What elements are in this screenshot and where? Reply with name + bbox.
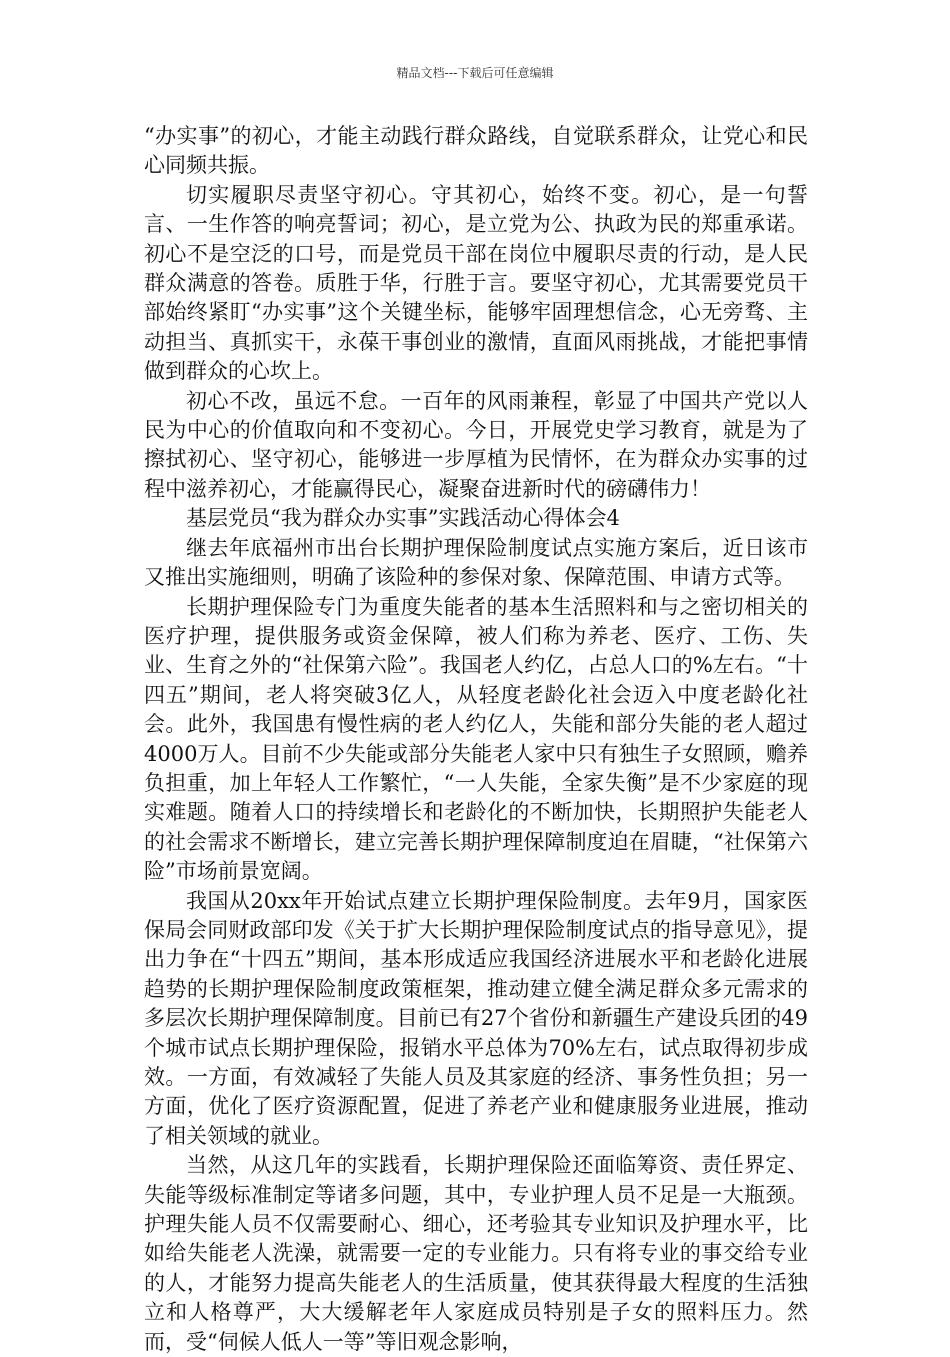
section-heading: 基层党员“我为群众办实事”实践活动心得体会4 bbox=[186, 506, 620, 531]
page-header: 精品文档---下载后可任意编辑 bbox=[396, 66, 554, 80]
paragraph-4: 继去年底福州市出台长期护理保险制度试点实施方案后，近日该市又推出实施细则，明确了该险种的参保对象、保障范围、申请方式等。 bbox=[144, 535, 808, 590]
paragraph-6: 我国从20xx年开始试点建立长期护理保险制度。去年9月，国家医保局会同财政部印发《关于扩大长期护理保险制度试点的指导意见》，提出力争在“十四五”期间，基本形成适应我国经济进展水平和老龄化进展趋势的长期护理保险制度政策框架，推动建立健全满足群众多元需求的多层次长期护理保障制度。目前已有27个省份和新疆生产建设兵团的49个城市试点长期护理保险，报销水平总体为70%左右，试点取得初步成效。一方面，有效减轻了失能人员及其家庭的经济、事务性负担；另一方面，优化了医疗资源配置，促进了养老产业和健康服务业进展，推动了相关领域的就业。 bbox=[144, 888, 808, 1148]
paragraph-3: 初心不改，虽远不怠。一百年的风雨兼程，彰显了中国共产党以人民为中心的价值取向和不变初心。今日，开展党史学习教育，就是为了擦拭初心、坚守初心，能够进一步厚植为民情怀，在为群众办实事的过程中滋养初心，才能赢得民心，凝聚奋进新时代的磅礴伟力！ bbox=[144, 388, 808, 501]
paragraph-1: “办实事”的初心，才能主动践行群众路线，自觉联系群众，让党心和民心同频共振。 bbox=[144, 124, 808, 178]
paragraph-5: 长期护理保险专门为重度失能者的基本生活照料和与之密切相关的医疗护理，提供服务或资金保障，被人们称为养老、医疗、工伤、失业、生育之外的“社保第六险”。我国老人约亿，占总人口的%左右。“十四五”期间，老人将突破3亿人，从轻度老龄化社会迈入中度老龄化社会。此外，我国患有慢性病的老人约亿人，失能和部分失能的老人超过4000万人。目前不少失能或部分失能老人家中只有独生子女照顾，赡养负担重，加上年轻人工作繁忙，“一人失能，全家失衡”是不少家庭的现实难题。随着人口的持续增长和老龄化的不断加快，长期照护失能老人的社会需求不断增长，建立完善长期护理保障制度迫在眉睫，“社保第六险”市场前景宽阔。 bbox=[144, 594, 808, 884]
paragraph-7: 当然，从这几年的实践看，长期护理保险还面临筹资、责任界定、失能等级标准制定等诸多问题，其中，专业护理人员不足是一大瓶颈。护理失能人员不仅需要耐心、细心，还考验其专业知识及护理水平，比如给失能老人洗澡，就需要一定的专业能力。只有将专业的事交给专业的人，才能努力提高失能老人的生活质量，使其获得最大程度的生活独立和人格尊严，大大缓解老年人家庭成员特别是子女的照料压力。然而，受“伺候人低人一等”等旧观念影响， bbox=[144, 1153, 808, 1354]
document-body bbox=[144, 122, 808, 1357]
paragraph-2: 切实履职尽责坚守初心。守其初心，始终不变。初心，是一句誓言、一生作答的响亮誓词；初心，是立党为公、执政为民的郑重承诺。初心不是空泛的口号，而是党员干部在岗位中履职尽责的行动，是人民群众满意的答卷。质胜于华，行胜于言。要坚守初心，尤其需要党员干部始终紧盯“办实事”这个关键坐标，能够牢固理想信念，心无旁骛、主动担当、真抓实干，永葆干事创业的激情，直面风雨挑战，才能把事情做到群众的心坎上。 bbox=[144, 182, 808, 384]
